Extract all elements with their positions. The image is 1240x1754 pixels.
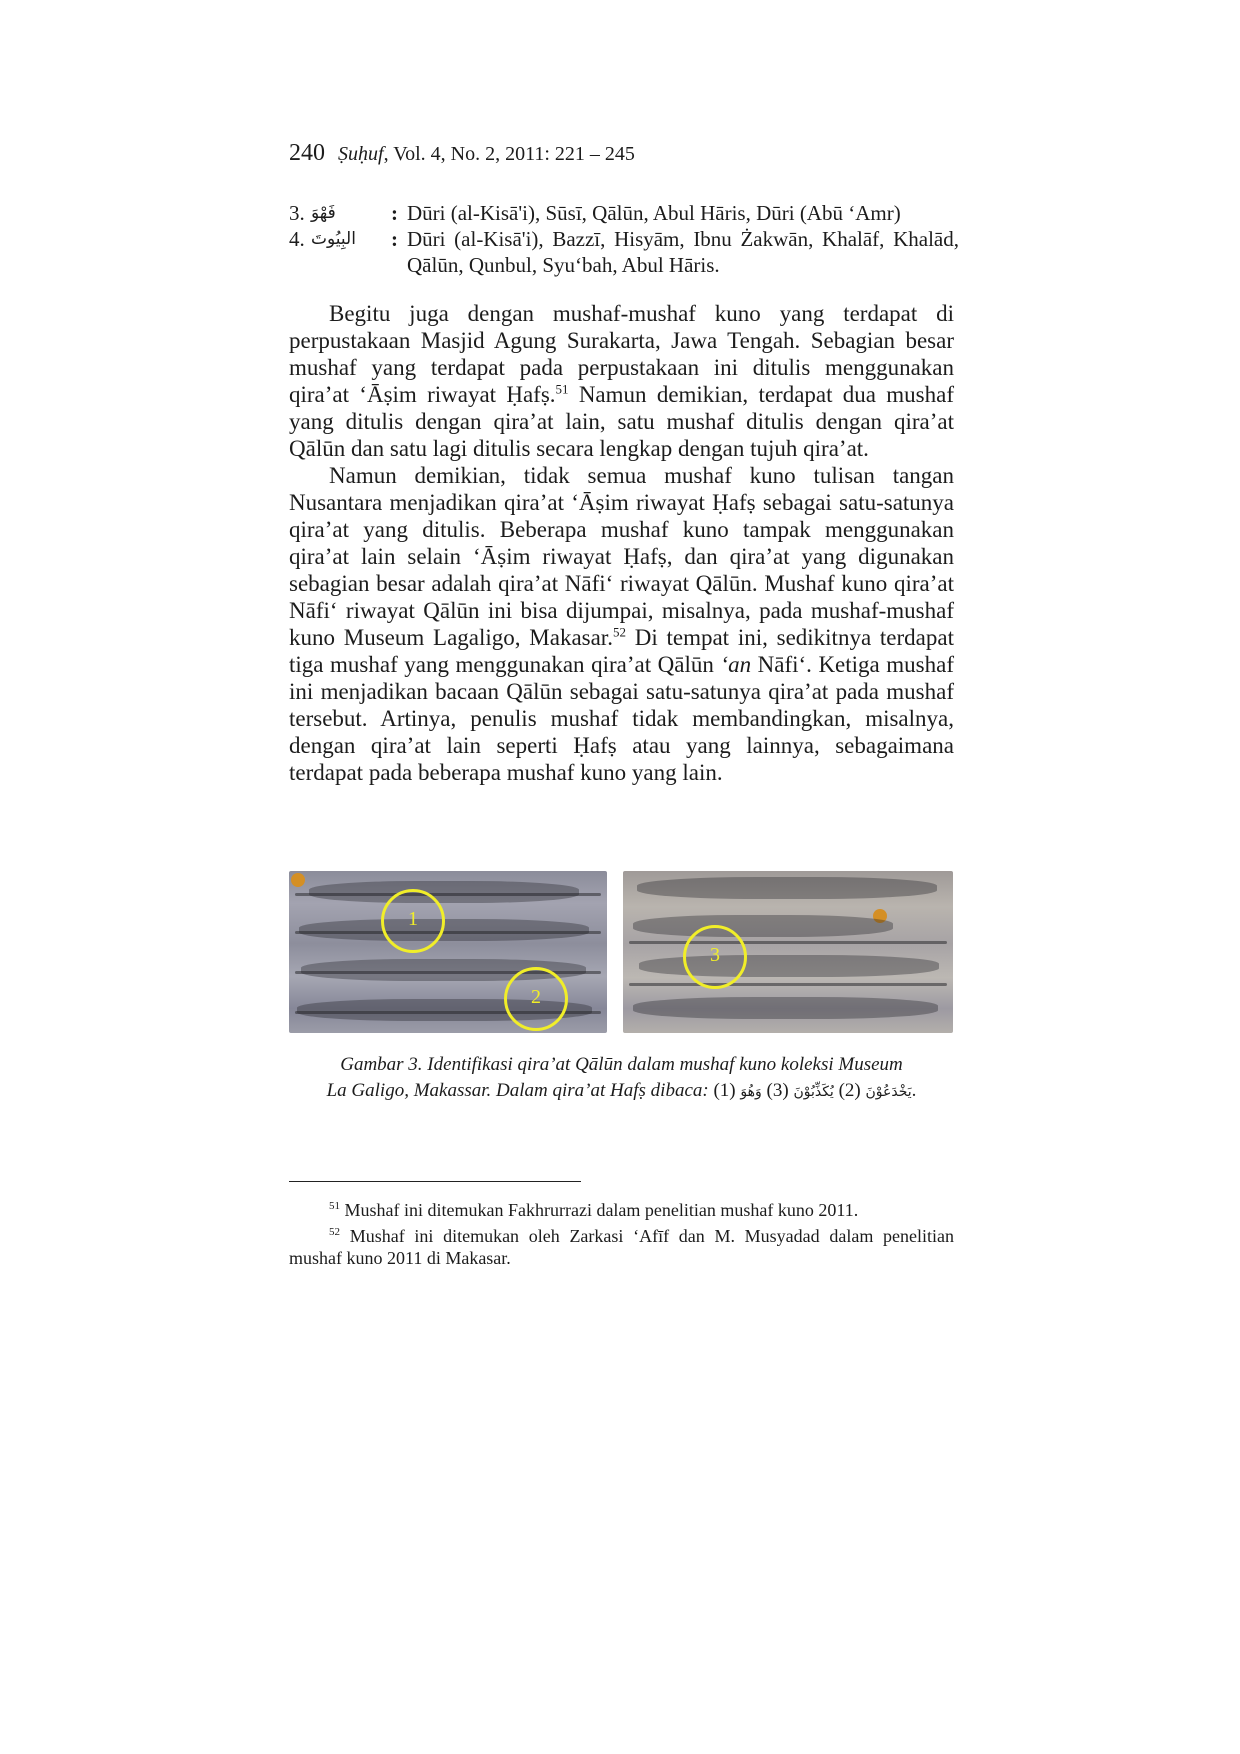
reading-readers: Dūri (al-Kisā'i), Sūsī, Qālūn, Abul Hāris, Dūri (Abū ‘Amr) <box>407 201 901 225</box>
annotation-circle <box>381 889 445 953</box>
script-ink <box>309 881 579 903</box>
annotation-circle <box>504 967 568 1031</box>
reading-colon: : <box>391 201 398 225</box>
caption-reading-number: (3) <box>766 1080 789 1101</box>
paragraph-text: Namun demikian, tidak semua mushaf kuno tulisan tangan Nusantara menjadikan qira’at ‘Āṣim riwayat Ḥafṣ sebagai satu-satunya qira’at yang ditulis. Beberapa mushaf kuno tampak menggunakan qira’at lain selain ‘Āṣim riwayat Ḥafṣ, dan qira’at yang digunakan sebagian besar adalah qira’at Nāfi‘ riwayat Qālūn. Mushaf kuno qira’at Nāfi‘ riwayat Qālūn ini bisa dijumpai, misalnya, pada mushaf-mushaf kuno Museum Lagaligo, Makasar. <box>289 463 954 650</box>
footnote-ref[interactable]: 51 <box>555 381 569 397</box>
journal-title: Ṣuḥuf <box>338 143 384 165</box>
caption-reading-number: (2) <box>838 1080 861 1101</box>
paper-stain <box>291 873 305 887</box>
caption-reading-number: (1) <box>713 1080 736 1101</box>
annotation-number: 2 <box>531 986 541 1008</box>
footnote-divider <box>289 1181 581 1182</box>
paragraph-text: Di tempat ini, sedikitnya terdapat tiga mushaf yang menggunakan qira’at Qālūn <box>289 625 954 677</box>
paragraph <box>289 300 954 462</box>
figure-caption <box>289 1052 954 1105</box>
annotation-circle <box>683 925 747 989</box>
caption-arabic: يُكَذِّبُوْنَ <box>793 1084 834 1100</box>
paragraph-italic: ‘an <box>720 652 752 677</box>
reading-readers: Dūri (al-Kisā'i), Bazzī, Hisyām, Ibnu Żakwān, Khalāf, Khalād, Qālūn, Qunbul, Syu‘bah, Abul Hāris. <box>407 227 959 277</box>
caption-arabic: يَخْدَعُوْنَ <box>865 1084 912 1100</box>
caption-end: . <box>911 1080 917 1101</box>
footnote-ref[interactable]: 52 <box>612 624 626 640</box>
reading-arabic-word: البِيُوتَ <box>311 229 356 249</box>
script-ink <box>633 915 893 937</box>
script-line <box>629 941 947 944</box>
script-ink <box>633 997 938 1019</box>
script-ink <box>637 877 937 899</box>
annotation-number: 3 <box>710 944 720 966</box>
page-number: 240 <box>289 140 325 166</box>
caption-arabic: وَهُوَ <box>740 1084 762 1100</box>
reading-item <box>289 200 959 226</box>
running-head <box>289 140 635 167</box>
caption-text: La Galigo, Makassar. Dalam qira’at Hafṣ dibaca: <box>326 1080 714 1101</box>
caption-line <box>289 1078 954 1105</box>
reading-number: 4. <box>289 227 305 251</box>
footnote <box>289 1195 954 1221</box>
reading-arabic-word: فَهْوَ <box>311 203 336 223</box>
footnote-text: Mushaf ini ditemukan oleh Zarkasi ‘Afīf dan M. Musyadad dalam penelitian mushaf kuno 2011 di Makasar. <box>289 1226 954 1268</box>
paragraph-text: Nāfi‘. Ketiga mushaf ini menjadikan bacaan Qālūn sebagai satu-satunya qira’at pada mushaf tersebut. Artinya, penulis mushaf tidak membandingkan, misalnya, dengan qira’at lain seperti Ḥafṣ atau yang lainnya, sebagaimana terdapat pada beberapa mushaf kuno yang lain. <box>289 652 954 785</box>
footnote-number: 52 <box>329 1226 340 1238</box>
footnote <box>289 1221 954 1269</box>
script-line <box>629 983 947 986</box>
caption-line: Gambar 3. Identifikasi qira’at Qālūn dalam mushaf kuno koleksi Museum <box>340 1054 903 1075</box>
body-text <box>289 300 954 786</box>
footnotes <box>289 1195 954 1269</box>
qiraat-readings-list <box>289 200 959 278</box>
reading-item <box>289 226 959 278</box>
manuscript-photo-right <box>623 871 953 1033</box>
citation: , Vol. 4, No. 2, 2011: 221 – 245 <box>383 143 635 165</box>
figure-3 <box>289 871 954 1033</box>
reading-colon: : <box>391 227 398 251</box>
paragraph-text: Begitu juga dengan mushaf-mushaf kuno yang terdapat di perpustakaan Masjid Agung Surakarta, Jawa Tengah. Sebagian besar mushaf yang terdapat pada perpustakaan ini ditulis menggunakan qira’at ‘Āṣim riwayat Ḥafṣ. <box>289 301 954 407</box>
paragraph <box>289 462 954 786</box>
reading-number: 3. <box>289 201 305 225</box>
footnote-number: 51 <box>329 1200 340 1212</box>
annotation-number: 1 <box>408 908 418 930</box>
footnote-text: Mushaf ini ditemukan Fakhrurrazi dalam penelitian mushaf kuno 2011. <box>340 1200 859 1220</box>
paragraph-text: Namun demikian, terdapat dua mushaf yang ditulis dengan qira’at lain, satu mushaf ditulis dengan qira’at Qālūn dan satu lagi ditulis secara lengkap dengan tujuh qira’at. <box>289 382 954 461</box>
manuscript-photo-left <box>289 871 607 1033</box>
